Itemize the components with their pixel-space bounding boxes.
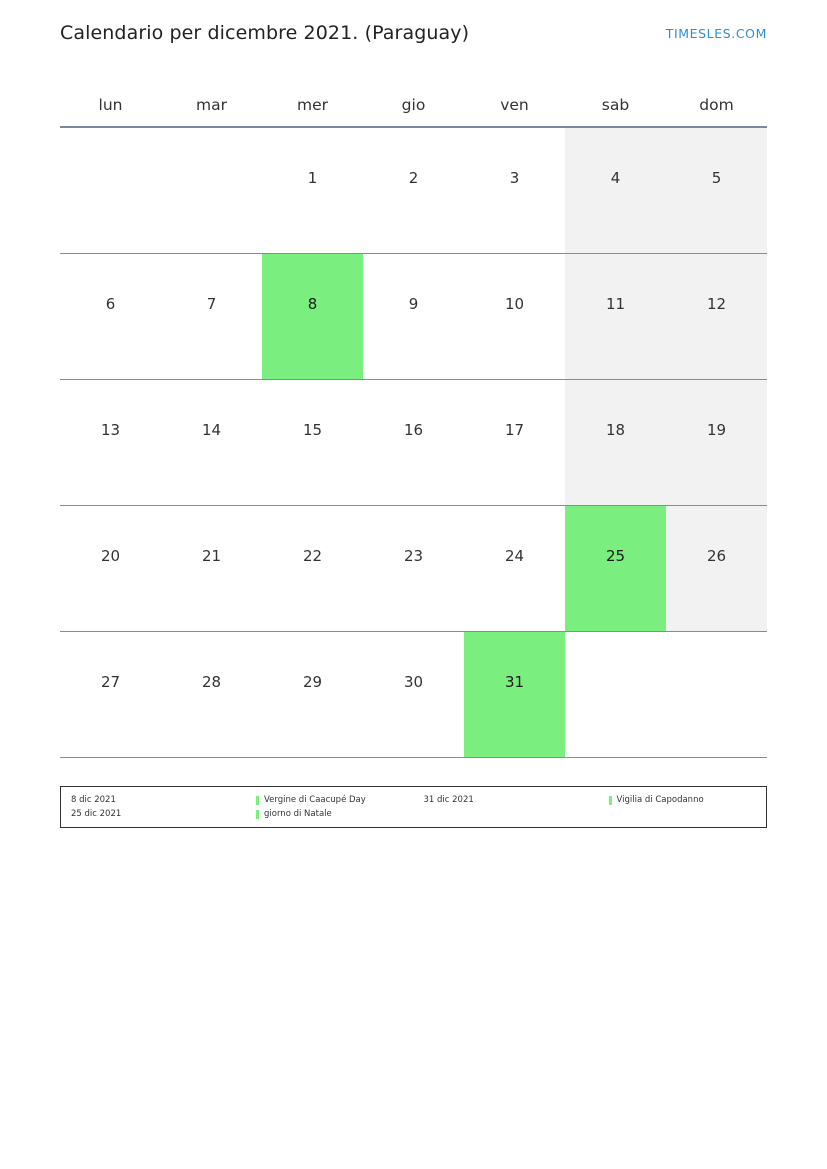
calendar-day-cell[interactable]: [262, 254, 363, 380]
calendar-day-cell[interactable]: [666, 127, 767, 254]
page-title: Calendario per dicembre 2021. (Paraguay): [60, 22, 470, 44]
day-number: 1: [307, 169, 318, 187]
day-number: 29: [302, 673, 323, 691]
calendar-day-cell[interactable]: [262, 380, 363, 506]
weekday-header: ven: [464, 84, 565, 127]
day-number: 21: [201, 547, 222, 565]
weekday-header: mar: [161, 84, 262, 127]
calendar-day-cell[interactable]: [262, 632, 363, 758]
legend-date: 31 dic 2021: [423, 795, 474, 805]
calendar-day-cell[interactable]: [60, 380, 161, 506]
legend-holiday-name: Vergine di Caacupé Day: [264, 795, 366, 805]
day-number: 12: [666, 254, 767, 379]
calendar-day-cell[interactable]: [363, 254, 464, 380]
calendar-day-cell[interactable]: [161, 506, 262, 632]
day-number: 8: [262, 254, 363, 379]
weekday-header: dom: [666, 84, 767, 127]
day-number: 30: [403, 673, 424, 691]
day-number: 6: [105, 295, 116, 313]
day-number: 31: [464, 632, 565, 757]
day-number: 28: [201, 673, 222, 691]
weekday-header: gio: [363, 84, 464, 127]
day-number: 23: [403, 547, 424, 565]
calendar-day-cell[interactable]: [363, 632, 464, 758]
calendar-cell-empty: [60, 127, 161, 254]
calendar-day-cell[interactable]: [60, 254, 161, 380]
calendar-day-cell[interactable]: [464, 380, 565, 506]
day-number: 16: [403, 421, 424, 439]
calendar-day-cell[interactable]: [60, 632, 161, 758]
legend-item: [71, 794, 408, 807]
legend-date: 25 dic 2021: [71, 809, 122, 819]
legend-column: [61, 793, 414, 821]
legend: [60, 786, 767, 828]
calendar-day-cell[interactable]: [464, 632, 565, 758]
calendar-week-row: [60, 380, 767, 506]
day-number: 20: [100, 547, 121, 565]
legend-item: [424, 794, 761, 807]
day-number: 13: [100, 421, 121, 439]
legend-holiday-name: Vigilia di Capodanno: [616, 795, 704, 805]
legend-color-swatch: [609, 796, 612, 805]
calendar-day-cell[interactable]: [161, 632, 262, 758]
day-number: 19: [666, 380, 767, 505]
day-number: 9: [408, 295, 419, 313]
day-number: 22: [302, 547, 323, 565]
weekday-header: sab: [565, 84, 666, 127]
legend-date: 8 dic 2021: [71, 795, 116, 805]
day-number: 26: [666, 506, 767, 631]
site-brand[interactable]: TIMESLES.COM: [665, 25, 767, 41]
calendar-day-cell[interactable]: [363, 506, 464, 632]
calendar-day-cell[interactable]: [363, 380, 464, 506]
calendar-day-cell[interactable]: [565, 254, 666, 380]
day-number: 27: [100, 673, 121, 691]
day-number: [161, 128, 262, 253]
day-number: 17: [504, 421, 525, 439]
calendar-cell-empty: [666, 632, 767, 758]
calendar-day-cell[interactable]: [161, 254, 262, 380]
day-number: 10: [504, 295, 525, 313]
calendar-day-cell[interactable]: [666, 380, 767, 506]
legend-column: [414, 793, 767, 821]
calendar-day-cell[interactable]: [262, 127, 363, 254]
day-number: 14: [201, 421, 222, 439]
day-number: [666, 632, 767, 757]
calendar-week-row: [60, 506, 767, 632]
calendar-header-row: [60, 84, 767, 127]
day-number: 18: [565, 380, 666, 505]
calendar-cell-empty: [161, 127, 262, 254]
legend-color-swatch: [256, 810, 259, 819]
calendar-cell-empty: [565, 632, 666, 758]
calendar-day-cell[interactable]: [666, 506, 767, 632]
calendar-day-cell[interactable]: [565, 506, 666, 632]
legend-holiday-name: giorno di Natale: [264, 809, 332, 819]
day-number: 25: [565, 506, 666, 631]
calendar-grid: [60, 84, 767, 758]
day-number: 11: [565, 254, 666, 379]
calendar-day-cell[interactable]: [363, 127, 464, 254]
calendar-week-row: [60, 254, 767, 380]
calendar-day-cell[interactable]: [666, 254, 767, 380]
weekday-row: [60, 84, 767, 127]
calendar-table: [60, 84, 767, 758]
day-number: 2: [408, 169, 419, 187]
day-number: 24: [504, 547, 525, 565]
calendar-day-cell[interactable]: [464, 254, 565, 380]
weekday-header: mer: [262, 84, 363, 127]
calendar-day-cell[interactable]: [565, 380, 666, 506]
calendar-week-row: [60, 632, 767, 758]
calendar-day-cell[interactable]: [161, 380, 262, 506]
day-number: [565, 632, 666, 757]
day-number: [60, 128, 161, 253]
legend-color-swatch: [256, 796, 259, 805]
page-header: [0, 16, 827, 50]
legend-item: [71, 808, 408, 821]
calendar-day-cell[interactable]: [464, 127, 565, 254]
calendar-week-row: [60, 127, 767, 254]
day-number: 7: [206, 295, 217, 313]
calendar-body: [60, 127, 767, 758]
calendar-day-cell[interactable]: [262, 506, 363, 632]
calendar-day-cell[interactable]: [565, 127, 666, 254]
weekday-header: lun: [60, 84, 161, 127]
day-number: 3: [509, 169, 520, 187]
day-number: 4: [565, 128, 666, 253]
day-number: 15: [302, 421, 323, 439]
calendar-day-cell[interactable]: [60, 506, 161, 632]
calendar-day-cell[interactable]: [464, 506, 565, 632]
day-number: 5: [666, 128, 767, 253]
